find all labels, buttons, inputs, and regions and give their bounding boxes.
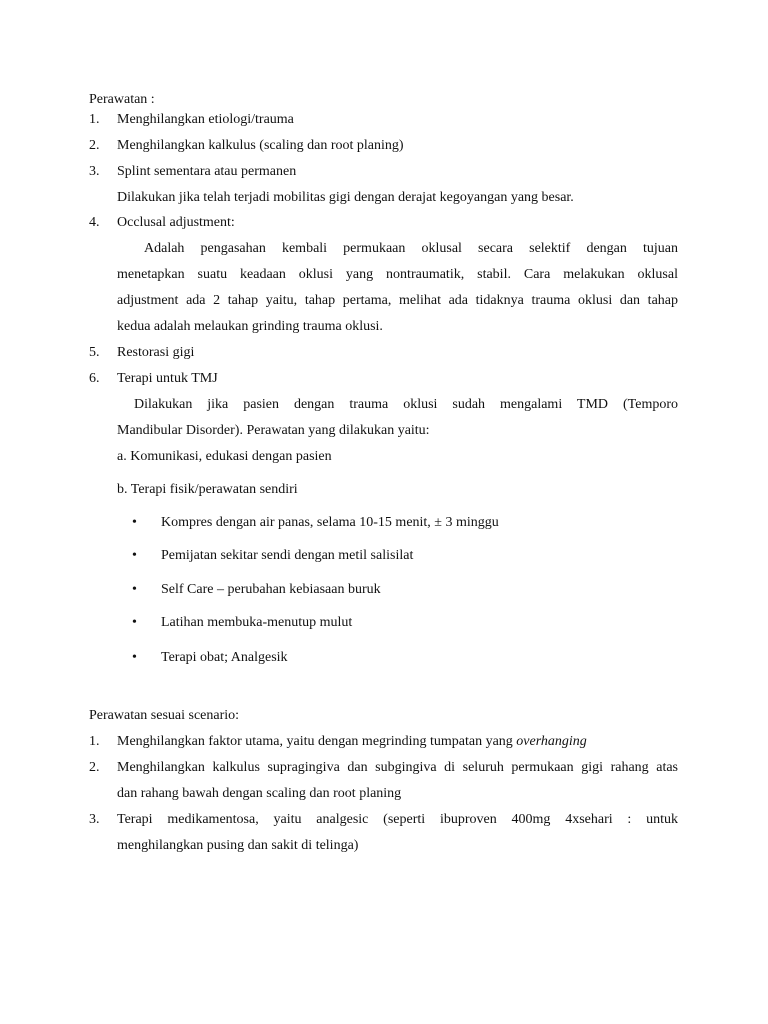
paragraph-line: Dilakukan jika pasien dengan trauma oklusi sudah mengalami TMD (Temporo <box>134 397 678 412</box>
list-number: 5. <box>89 345 100 360</box>
bullet-icon: • <box>132 650 137 665</box>
list-item: Restorasi gigi <box>117 345 195 360</box>
bullet-item: Latihan membuka-menutup mulut <box>161 615 353 630</box>
list-item: Splint sementara atau permanen <box>117 164 297 179</box>
list-number: 1. <box>89 734 100 749</box>
item6-paragraph <box>117 396 678 448</box>
list-item <box>117 759 678 811</box>
section1-heading: Perawatan : <box>89 92 155 107</box>
sub-item-a: a. Komunikasi, edukasi dengan pasien <box>117 449 332 464</box>
bullet-icon: • <box>132 582 137 597</box>
list-number: 2. <box>89 138 100 153</box>
bullet-item: Self Care – perubahan kebiasaan buruk <box>161 582 381 597</box>
paragraph-line: dan rahang bawah dengan scaling dan root planing <box>117 786 402 801</box>
item4-paragraph <box>117 240 678 344</box>
list-item-text: Menghilangkan faktor utama, yaitu dengan megrinding tumpatan yang <box>117 734 517 749</box>
list-number: 6. <box>89 371 100 386</box>
list-number: 3. <box>89 164 100 179</box>
list-item: Menghilangkan kalkulus (scaling dan root planing) <box>117 138 404 153</box>
paragraph-line: Adalah pengasahan kembali permukaan oklusal secara selektif dengan tujuan <box>144 241 678 256</box>
item3-note: Dilakukan jika telah terjadi mobilitas gigi dengan derajat kegoyangan yang besar. <box>117 190 574 205</box>
list-item: Menghilangkan etiologi/trauma <box>117 112 294 127</box>
list-number: 4. <box>89 215 100 230</box>
italic-term: overhanging <box>516 734 587 749</box>
paragraph-line: menetapkan suatu keadaan oklusi yang nontraumatik, stabil. Cara melakukan oklusal <box>117 267 678 282</box>
paragraph-line: kedua adalah melaukan grinding trauma oklusi. <box>117 319 383 334</box>
list-number: 2. <box>89 760 100 775</box>
bullet-icon: • <box>132 548 137 563</box>
sub-item-b: b. Terapi fisik/perawatan sendiri <box>117 482 298 497</box>
paragraph-line: Menghilangkan kalkulus supragingiva dan subgingiva di seluruh permukaan gigi rahang atas <box>117 760 678 775</box>
list-number: 1. <box>89 112 100 127</box>
list-item <box>117 733 587 751</box>
paragraph-line: Mandibular Disorder). Perawatan yang dilakukan yaitu: <box>117 423 430 438</box>
section2-heading: Perawatan sesuai scenario: <box>89 708 240 723</box>
bullet-icon: • <box>132 515 137 530</box>
list-item: Terapi untuk TMJ <box>117 371 218 386</box>
paragraph-line: Terapi medikamentosa, yaitu analgesic (seperti ibuproven 400mg 4xsehari : untuk <box>117 812 678 827</box>
paragraph-line: menghilangkan pusing dan sakit di telinga) <box>117 838 359 853</box>
bullet-icon: • <box>132 615 137 630</box>
list-number: 3. <box>89 812 100 827</box>
bullet-item: Pemijatan sekitar sendi dengan metil salisilat <box>161 548 414 563</box>
list-item: Occlusal adjustment: <box>117 215 235 230</box>
bullet-item: Terapi obat; Analgesik <box>161 650 288 665</box>
paragraph-line: adjustment ada 2 tahap yaitu, tahap pertama, melihat ada tidaknya trauma oklusi dan tahap <box>117 293 678 308</box>
bullet-item: Kompres dengan air panas, selama 10-15 menit, ± 3 minggu <box>161 515 499 530</box>
list-item <box>117 811 678 863</box>
